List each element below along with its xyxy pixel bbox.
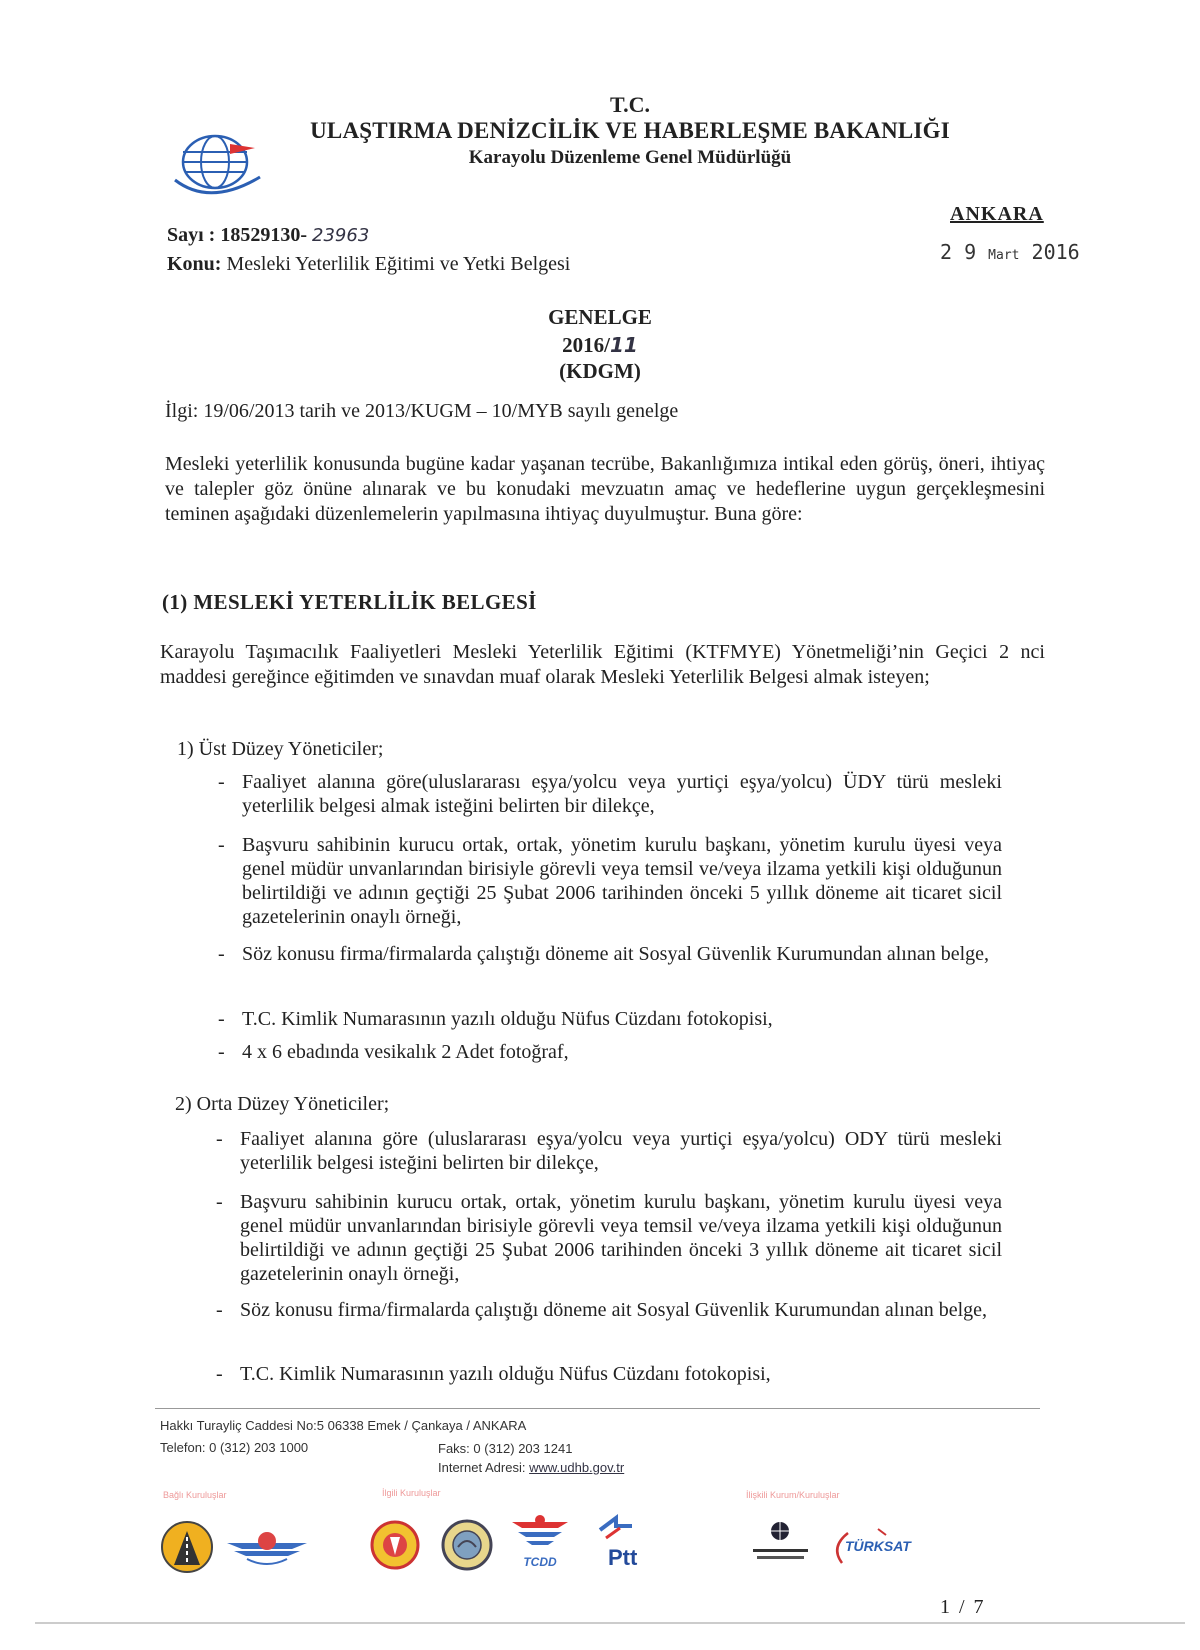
section-heading: (1) MESLEKİ YETERLİLİK BELGESİ <box>162 590 537 614</box>
maritime-emblem-icon <box>360 1515 430 1575</box>
sayi-line <box>167 224 369 247</box>
tcdd-wings-icon <box>510 1512 570 1556</box>
sayi-label: Sayı : <box>167 224 216 246</box>
date-stamp <box>940 240 1080 264</box>
ptt-logo <box>592 1512 652 1582</box>
tcdd-logo <box>510 1512 570 1582</box>
ptt-mark-icon <box>592 1512 642 1546</box>
page-number: 1 / 7 <box>940 1596 986 1618</box>
date-day: 2 9 <box>940 240 977 264</box>
list-item: - Başvuru sahibinin kurucu ortak, ortak, yönetim kurulu başkanı, yönetim kurulu üyesi veya genel müdür unvanlarından birisiyle görevli veya temsil ve/veya ilzama yetkili kişi olduğunun belirtildiği ve adının geçtiği 25 Şubat 2006 tarihinden önceki 3 yıllık döneme ait ticaret sicil gazetelerinin onaylı örneği, <box>216 1191 1002 1285</box>
group-label-associated: İlişkili Kurum/Kuruluşlar <box>746 1490 840 1500</box>
group-label-related: İlgili Kuruluşlar <box>382 1488 441 1498</box>
sayi-number: 18529130- <box>220 224 308 246</box>
list-item: - Başvuru sahibinin kurucu ortak, ortak, yönetim kurulu başkanı, yönetim kurulu üyesi veya genel müdür unvanlarından birisiyle görevli veya temsil ve/veya ilzama yetkili kişi olduğunun belirtildiği ve adının geçtiği 25 Şubat 2006 tarihinden önceki 5 yıllık döneme ait ticaret sicil gazetelerinin onaylı örneği, <box>218 834 1002 928</box>
title-number-handwritten: 11 <box>610 333 638 357</box>
header-directorate: Karayolu Düzenleme Genel Müdürlüğü <box>468 147 792 168</box>
turksat-label: TÜRKSAT <box>845 1538 911 1554</box>
ilgi-line: İlgi: 19/06/2013 tarih ve 2013/KUGM – 10/MYB sayılı genelge <box>165 400 679 422</box>
dhmi-emblem-icon <box>222 1515 312 1575</box>
title-kdgm: (KDGM) <box>559 359 641 383</box>
intro-paragraph: Mesleki yeterlilik konusunda bugüne kadar yaşanan tecrübe, Bakanlığımıza intikal eden görüş, öneri, ihtiyaç ve talepler göz önüne alınarak ve bu konudaki mevzuatın amaç ve hedeflerine uygun gerçekleşmesini teminen aşağıdaki düzenlemelerin yapılmasına ihtiyaç duyulmuştur. Buna göre: <box>165 453 1045 525</box>
subsection-1-label: 1) Üst Düzey Yöneticiler; <box>177 738 384 760</box>
list-item: - T.C. Kimlik Numarasının yazılı olduğu Nüfus Cüzdanı fotokopisi, <box>218 1008 773 1030</box>
date-month: Mart <box>988 248 1020 263</box>
footer-web-link[interactable]: www.udhb.gov.tr <box>529 1460 625 1475</box>
list-item: - Söz konusu firma/firmalarda çalıştığı döneme ait Sosyal Güvenlik Kurumundan alınan belge, <box>218 943 990 965</box>
konu-line <box>167 253 570 276</box>
turksat-logo <box>828 1525 918 1570</box>
title-number-prefix: 2016/ <box>562 333 610 357</box>
list-item: - Faaliyet alanına göre (uluslararası eşya/yolcu veya yurtiçi eşya/yolcu) ODY türü mesleki yeterlilik belgesi isteğini belirten bir dilekçe, <box>216 1128 1002 1174</box>
subsection-2-label: 2) Orta Düzey Yöneticiler; <box>175 1093 390 1115</box>
kgm-emblem-icon <box>152 1515 222 1575</box>
group-label-affiliated: Bağlı Kuruluşlar <box>163 1490 227 1500</box>
city: ANKARA <box>950 203 1044 225</box>
footer-fax: Faks: 0 (312) 203 1241 <box>438 1441 573 1456</box>
header-tc: T.C. <box>610 92 650 117</box>
tcdd-label: TCDD <box>523 1555 557 1569</box>
scan-edge-line <box>35 1622 1185 1624</box>
ptt-label: Ptt <box>608 1545 638 1570</box>
list-item: - T.C. Kimlik Numarasının yazılı olduğu Nüfus Cüzdanı fotokopisi, <box>216 1363 771 1385</box>
btk-emblem-icon <box>743 1515 818 1575</box>
list-item: - 4 x 6 ebadında vesikalık 2 Adet fotoğraf, <box>218 1041 569 1063</box>
sayi-handwritten: 23963 <box>312 225 370 246</box>
list-item: - Söz konusu firma/firmalarda çalıştığı döneme ait Sosyal Güvenlik Kurumundan alınan belge, <box>216 1299 988 1321</box>
footer-phone: Telefon: 0 (312) 203 1000 <box>160 1440 309 1455</box>
konu-text: Mesleki Yeterlilik Eğitimi ve Yetki Belgesi <box>226 253 571 275</box>
list-item: - Faaliyet alanına göre(uluslararası eşya/yolcu veya yurtiçi eşya/yolcu) ÜDY türü mesleki yeterlilik belgesi almak isteğini belirten bir dilekçe, <box>218 771 1002 817</box>
footer-address: Hakkı Turayliç Caddesi No:5 06338 Emek / Çankaya / ANKARA <box>160 1418 527 1433</box>
date-year: 2016 <box>1031 240 1080 264</box>
title-genelge: GENELGE <box>548 305 652 329</box>
header-ministry: ULAŞTIRMA DENİZCİLİK VE HABERLEŞME BAKANLIĞI <box>310 118 950 143</box>
footer-divider <box>155 1408 1040 1409</box>
footer-web <box>438 1460 624 1475</box>
footer-web-label: Internet Adresi: <box>438 1460 526 1475</box>
section-paragraph: Karayolu Taşımacılık Faaliyetleri Mesleki Yeterlilik Eğitimi (KTFMYE) Yönetmeliği’nin Geçici 2 nci maddesi gereğince eğitimden ve sınavdan muaf olarak Mesleki Yeterlilik Belgesi almak isteyen; <box>160 641 1045 688</box>
seal-emblem-icon <box>432 1515 502 1575</box>
konu-label: Konu: <box>167 253 222 275</box>
title-number <box>0 333 1200 358</box>
